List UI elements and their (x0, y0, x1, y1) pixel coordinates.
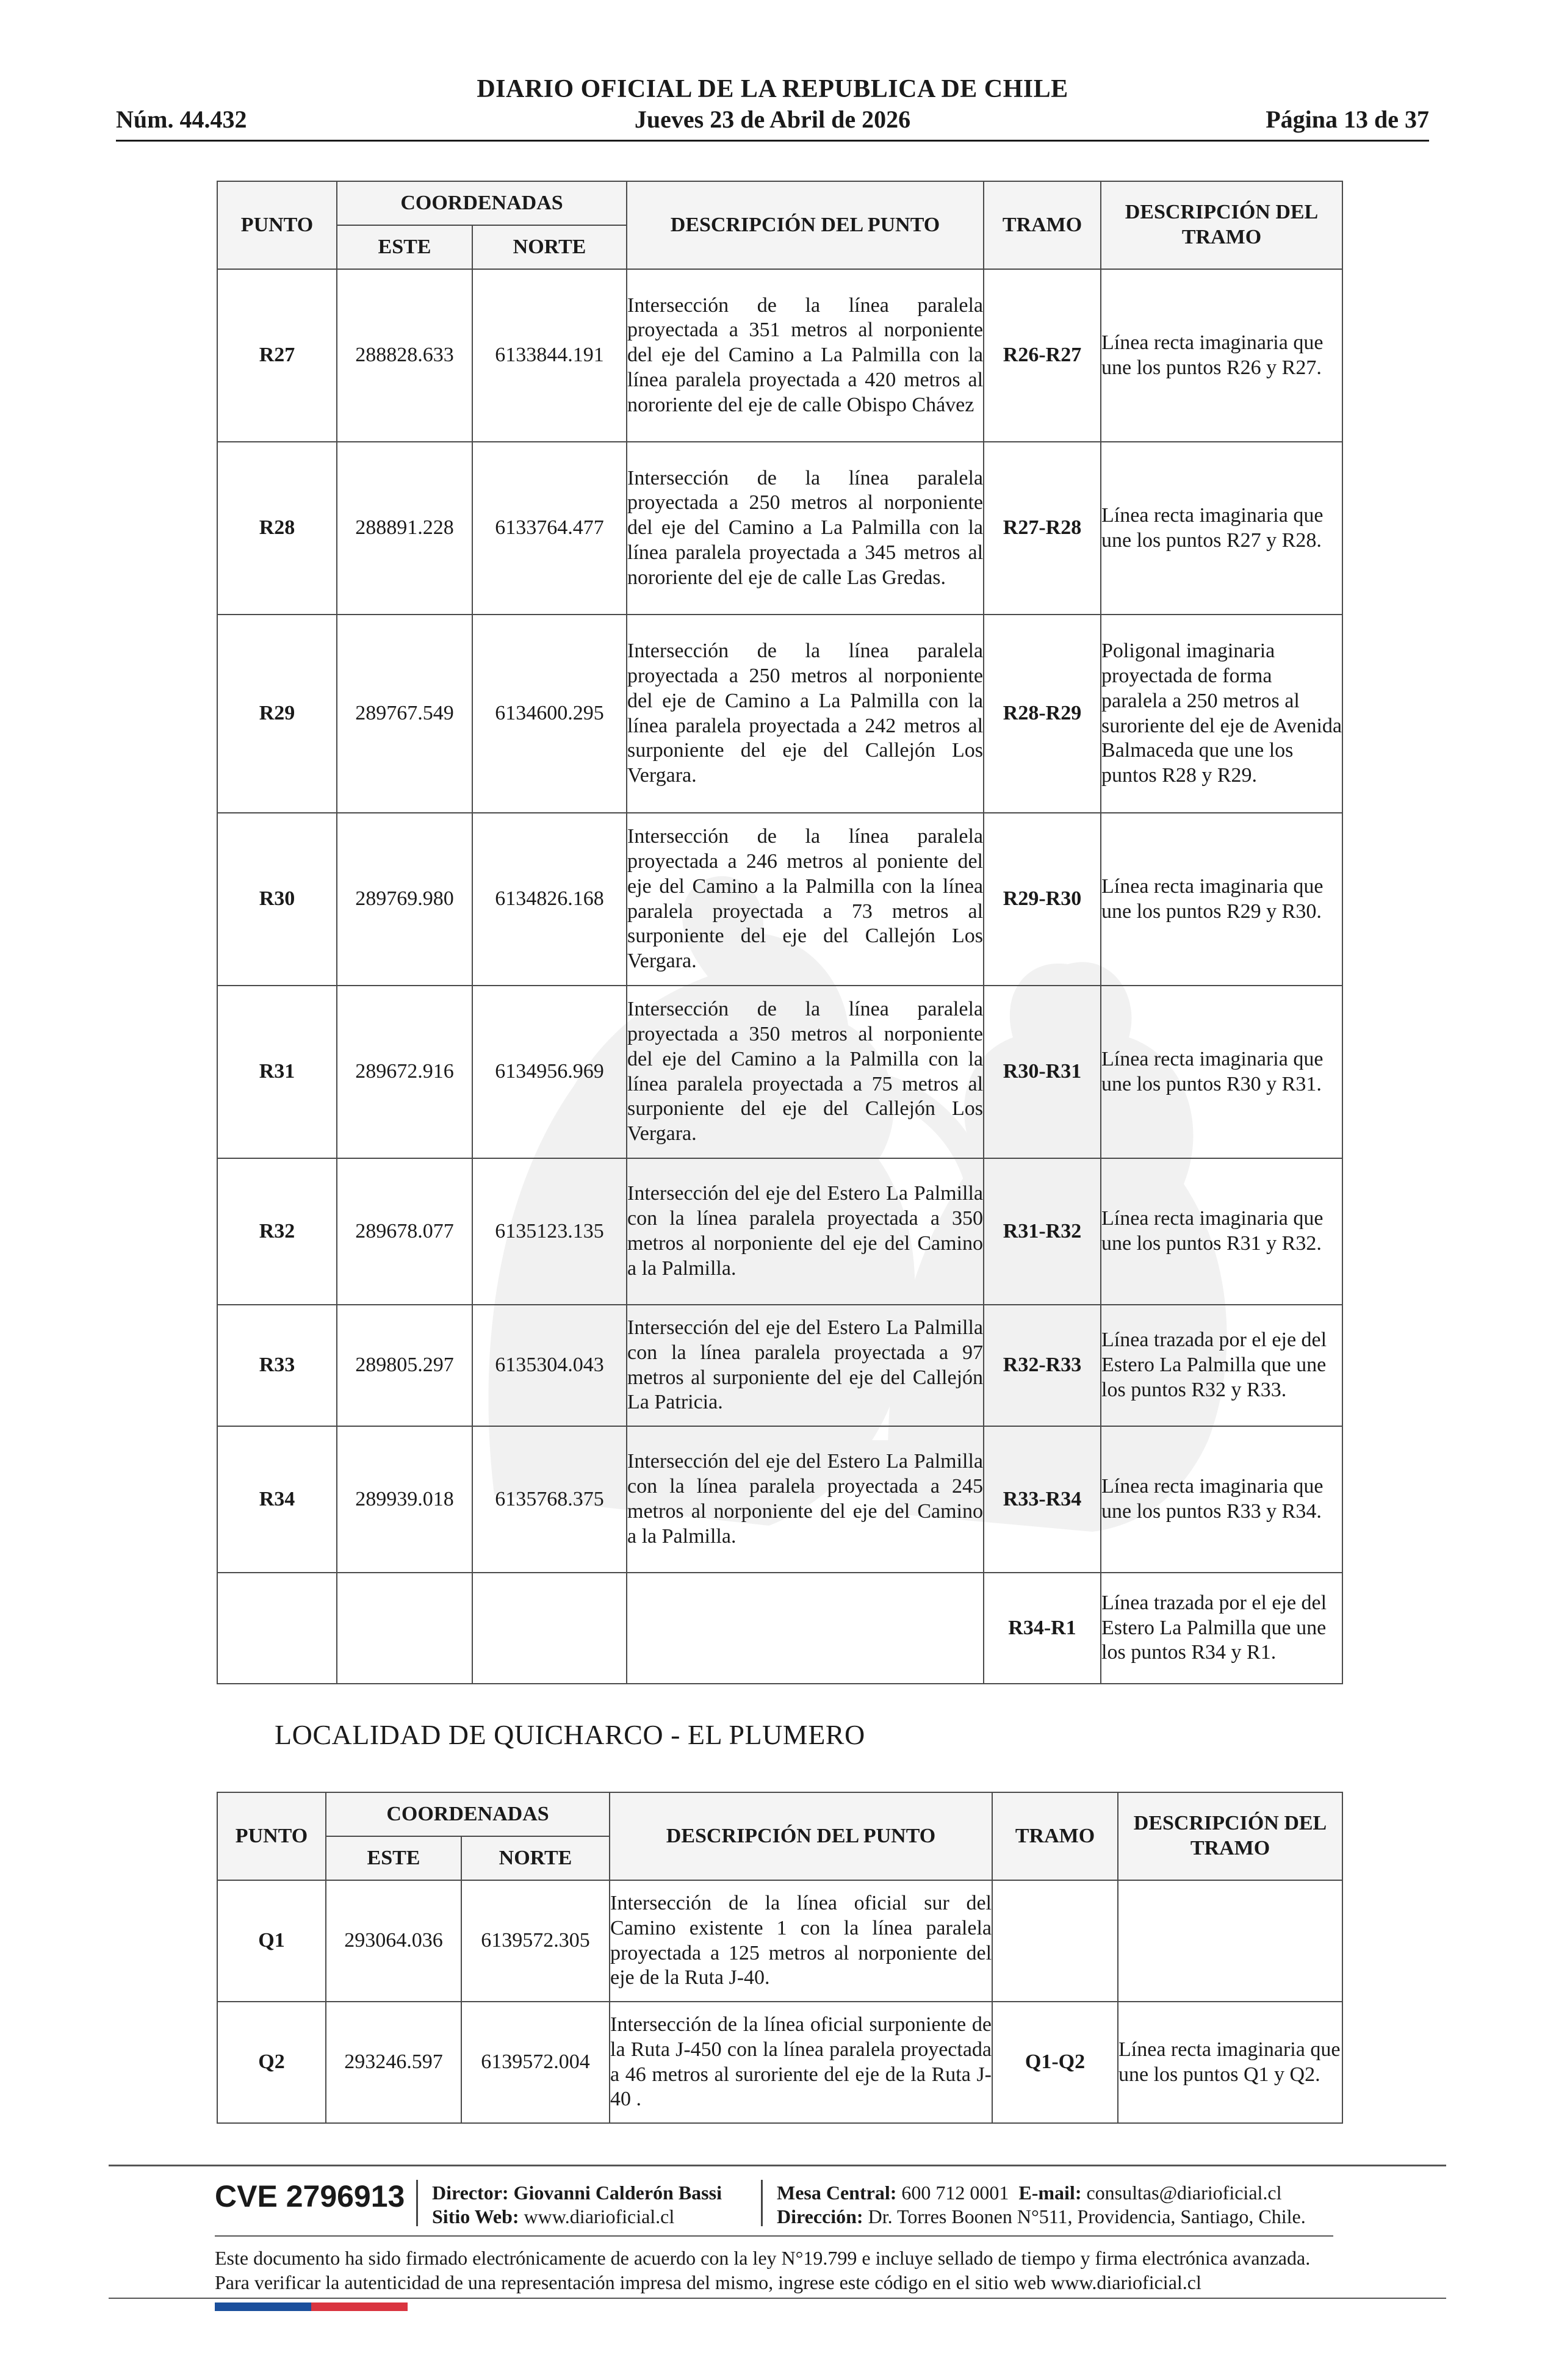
cell-punto: Q1 (217, 1880, 326, 2002)
header-row (217, 181, 1342, 225)
cell-este: 288828.633 (337, 269, 472, 442)
table-row (217, 986, 1342, 1158)
footer-top-divider (109, 2165, 1446, 2166)
director-line (432, 2181, 722, 2205)
table-row (217, 269, 1342, 442)
col-header-descripcion-punto: DESCRIPCIÓN DEL PUNTO (627, 181, 984, 269)
cell-tramo: R33-R34 (984, 1426, 1101, 1573)
cell-punto: R32 (217, 1158, 337, 1305)
cell-tramo-descripcion: Línea recta imaginaria que une los puntos R27 y R28. (1101, 442, 1342, 615)
col-header-tramo: TRAMO (984, 181, 1101, 269)
col-header-coordenadas: COORDENADAS (337, 181, 627, 225)
cell-este: 293064.036 (326, 1880, 461, 2002)
cve-code: CVE 2796913 (215, 2179, 405, 2213)
website-link[interactable]: www.diarioficial.cl (524, 2205, 675, 2228)
cell-este (337, 1573, 472, 1684)
cell-tramo-descripcion (1118, 1880, 1342, 2002)
email-label: E-mail: (1018, 2182, 1082, 2204)
legal-notice: Este documento ha sido firmado electrónicamente de acuerdo con la ley N°19.799 e incluye sellado de tiempo y firma electrónica avanzada. Para verificar la autenticidad de una representación impresa del mismo, ingrese este código en el sitio web www.diarioficial.cl (215, 2247, 1311, 2293)
cell-tramo: Q1-Q2 (992, 2002, 1118, 2123)
points-table-2 (217, 1792, 1343, 2124)
cell-punto: R28 (217, 442, 337, 615)
website-label: Sitio Web: (432, 2205, 519, 2228)
cell-tramo-descripcion: Línea recta imaginaria que une los puntos R31 y R32. (1101, 1158, 1342, 1305)
cell-descripcion: Intersección de la línea oficial sur del Camino existente 1 con la línea paralela proyectada a 125 metros al norponiente del eje de la Ruta J-40. (610, 1880, 992, 2002)
cell-punto: Q2 (217, 2002, 326, 2123)
cell-descripcion: Intersección del eje del Estero La Palmilla con la línea paralela proyectada a 350 metros al norponiente del eje del Camino a la Palmilla. (627, 1158, 984, 1305)
cell-este: 289769.980 (337, 813, 472, 986)
cell-punto: R30 (217, 813, 337, 986)
cell-descripcion: Intersección de la línea paralela proyectada a 250 metros al norponiente del eje del Camino a La Palmilla con la línea paralela proyectada a 345 metros al nororiente del eje de calle Las Gredas. (627, 442, 984, 615)
points-table-1 (217, 181, 1343, 1684)
cell-punto: R31 (217, 986, 337, 1158)
director-name: Giovanni Calderón Bassi (513, 2182, 722, 2204)
cell-tramo-descripcion: Línea recta imaginaria que une los puntos Q1 y Q2. (1118, 2002, 1342, 2123)
cell-norte: 6135304.043 (472, 1305, 627, 1426)
cell-norte (472, 1573, 627, 1684)
cell-tramo: R32-R33 (984, 1305, 1101, 1426)
cell-norte: 6133764.477 (472, 442, 627, 615)
cell-tramo-descripcion: Línea recta imaginaria que une los puntos R26 y R27. (1101, 269, 1342, 442)
director-label: Director: (432, 2182, 509, 2204)
table-row (217, 615, 1342, 813)
col-header-descripcion-tramo: DESCRIPCIÓN DEL TRAMO (1118, 1792, 1342, 1880)
cell-este: 289678.077 (337, 1158, 472, 1305)
section-title: LOCALIDAD DE QUICHARCO - EL PLUMERO (275, 1719, 865, 1750)
cell-descripcion (627, 1573, 984, 1684)
col-header-tramo: TRAMO (992, 1792, 1118, 1880)
cell-punto (217, 1573, 337, 1684)
page-number: Página 13 de 37 (1266, 106, 1429, 133)
footer-separator (761, 2180, 763, 2226)
table-row (217, 1880, 1342, 2002)
cell-norte: 6139572.004 (461, 2002, 610, 2123)
cell-tramo: R34-R1 (984, 1573, 1101, 1684)
cell-norte: 6139572.305 (461, 1880, 610, 2002)
cell-este: 289939.018 (337, 1426, 472, 1573)
cell-norte: 6134600.295 (472, 615, 627, 813)
cell-este: 289672.916 (337, 986, 472, 1158)
cell-punto: R34 (217, 1426, 337, 1573)
cell-este: 293246.597 (326, 2002, 461, 2123)
cell-descripcion: Intersección de la línea paralela proyectada a 350 metros al norponiente del eje del Camino a la Palmilla con la línea paralela proyectada a 75 metros al surponiente del eje del Callejón Los Vergara. (627, 986, 984, 1158)
flag-stripe-blue (215, 2302, 311, 2311)
address-label: Dirección: (777, 2205, 863, 2228)
header-divider (116, 140, 1429, 142)
cell-este: 289805.297 (337, 1305, 472, 1426)
cell-punto: R33 (217, 1305, 337, 1426)
cell-tramo-descripcion: Línea trazada por el eje del Estero La Palmilla que une los puntos R32 y R33. (1101, 1305, 1342, 1426)
cell-tramo: R28-R29 (984, 615, 1101, 813)
col-header-este: ESTE (337, 225, 472, 269)
col-header-norte: NORTE (472, 225, 627, 269)
cell-punto: R29 (217, 615, 337, 813)
phone-label: Mesa Central: (777, 2182, 897, 2204)
cell-tramo: R30-R31 (984, 986, 1101, 1158)
cell-tramo: R29-R30 (984, 813, 1101, 986)
table-row (217, 1573, 1342, 1684)
cell-tramo: R31-R32 (984, 1158, 1101, 1305)
col-header-punto: PUNTO (217, 1792, 326, 1880)
cell-norte: 6134956.969 (472, 986, 627, 1158)
col-header-coordenadas: COORDENADAS (326, 1792, 610, 1836)
cell-descripcion: Intersección de la línea paralela proyectada a 246 metros al poniente del eje del Camino a la Palmilla con la línea paralela proyectada a 73 metros al surponiente del eje del Callejón Los Vergara. (627, 813, 984, 986)
col-header-punto: PUNTO (217, 181, 337, 269)
footer-bottom-divider (109, 2298, 1446, 2299)
table-row (217, 813, 1342, 986)
table-row (217, 1158, 1342, 1305)
cell-descripcion: Intersección de la línea paralela proyectada a 250 metros al norponiente del eje de Camino a La Palmilla con la línea paralela proyectada a 242 metros al surponiente del eje del Callejón Los Vergara. (627, 615, 984, 813)
cell-tramo-descripcion: Línea recta imaginaria que une los puntos R29 y R30. (1101, 813, 1342, 986)
cell-descripcion: Intersección del eje del Estero La Palmilla con la línea paralela proyectada a 97 metros al surponiente del eje del Callejón La Patricia. (627, 1305, 984, 1426)
address-text: Dr. Torres Boonen N°511, Providencia, Santiago, Chile. (868, 2205, 1306, 2228)
cell-tramo: R26-R27 (984, 269, 1101, 442)
table-row (217, 1426, 1342, 1573)
cell-descripcion: Intersección de la línea oficial surponiente de la Ruta J-450 con la línea paralela proyectada a 46 metros al suroriente del eje de la Ruta J-40 . (610, 2002, 992, 2123)
col-header-descripcion-tramo: DESCRIPCIÓN DEL TRAMO (1101, 181, 1342, 269)
footer-contact-info (777, 2181, 1306, 2229)
table-row (217, 442, 1342, 615)
cell-este: 288891.228 (337, 442, 472, 615)
cell-tramo-descripcion: Línea trazada por el eje del Estero La Palmilla que une los puntos R34 y R1. (1101, 1573, 1342, 1684)
cell-tramo-descripcion: Línea recta imaginaria que une los puntos R30 y R31. (1101, 986, 1342, 1158)
cell-norte: 6134826.168 (472, 813, 627, 986)
table-row (217, 1305, 1342, 1426)
cell-descripcion: Intersección de la línea paralela proyectada a 351 metros al norponiente del eje del Camino a La Palmilla con la línea paralela proyectada a 420 metros al nororiente del eje de calle Obispo Chávez (627, 269, 984, 442)
phone-number: 600 712 0001 (901, 2182, 1009, 2204)
publication-date: Jueves 23 de Abril de 2026 (634, 106, 911, 133)
footer-editorial-info (432, 2181, 722, 2229)
cell-este: 289767.549 (337, 615, 472, 813)
publication-title: DIARIO OFICIAL DE LA REPUBLICA DE CHILE (477, 75, 1068, 103)
cell-tramo: R27-R28 (984, 442, 1101, 615)
footer-separator (416, 2180, 418, 2226)
cell-tramo (992, 1880, 1118, 2002)
col-header-descripcion-punto: DESCRIPCIÓN DEL PUNTO (610, 1792, 992, 1880)
email-link[interactable]: consultas@diarioficial.cl (1086, 2182, 1282, 2204)
cell-tramo-descripcion: Poligonal imaginaria proyectada de forma paralela a 250 metros al suroriente del eje de Avenida Balmaceda que une los puntos R28 y R29. (1101, 615, 1342, 813)
address-line (777, 2205, 1306, 2229)
header-row (217, 1792, 1342, 1836)
contact-line (777, 2181, 1306, 2205)
table-row (217, 2002, 1342, 2123)
page-header (116, 73, 1429, 142)
cell-norte: 6135123.135 (472, 1158, 627, 1305)
cell-punto: R27 (217, 269, 337, 442)
cell-norte: 6133844.191 (472, 269, 627, 442)
col-header-norte: NORTE (461, 1836, 610, 1880)
cell-norte: 6135768.375 (472, 1426, 627, 1573)
issue-number: Núm. 44.432 (116, 106, 247, 133)
website-line (432, 2205, 722, 2229)
flag-stripe-red (311, 2302, 408, 2311)
col-header-este: ESTE (326, 1836, 461, 1880)
cell-tramo-descripcion: Línea recta imaginaria que une los puntos R33 y R34. (1101, 1426, 1342, 1573)
cell-descripcion: Intersección del eje del Estero La Palmilla con la línea paralela proyectada a 245 metros al norponiente del eje del Camino a la Palmilla. (627, 1426, 984, 1573)
footer-mid-divider (215, 2235, 1333, 2237)
